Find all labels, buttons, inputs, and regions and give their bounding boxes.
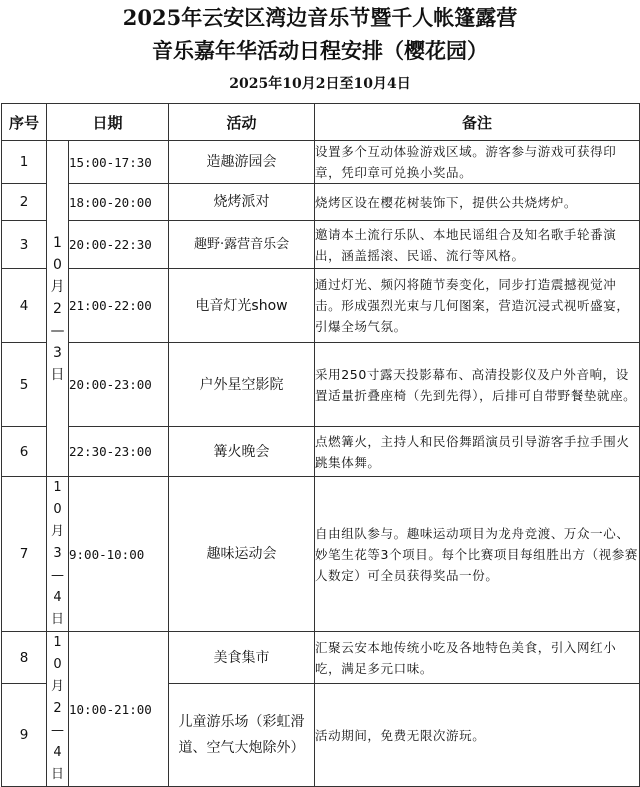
row-activity: 烧烤派对 bbox=[169, 184, 315, 221]
row-number: 2 bbox=[2, 184, 47, 221]
date-group-3 bbox=[47, 632, 69, 787]
table-row bbox=[2, 343, 640, 427]
row-note: 设置多个互动体验游戏区域。游客参与游戏可获得印章，凭印章可兑换小奖品。 bbox=[315, 141, 640, 184]
row-activity: 儿童游乐场（彩虹滑道、空气大炮除外） bbox=[169, 684, 315, 787]
row-time: 20:00-23:00 bbox=[69, 343, 169, 427]
row-activity: 趣味运动会 bbox=[169, 477, 315, 632]
schedule-table bbox=[1, 103, 640, 787]
row-note: 点燃篝火，主持人和民俗舞蹈演员引导游客手拉手围火跳集体舞。 bbox=[315, 427, 640, 477]
table-row bbox=[2, 477, 640, 632]
row-note: 烧烤区设在樱花树装饰下，提供公共烧烤炉。 bbox=[315, 184, 640, 221]
header-no: 序号 bbox=[2, 104, 47, 141]
row-number: 5 bbox=[2, 343, 47, 427]
row-time: 9:00-10:00 bbox=[69, 477, 169, 632]
table-row bbox=[2, 184, 640, 221]
header-date: 日期 bbox=[47, 104, 169, 141]
date-label: 10月2—4日 bbox=[50, 635, 64, 782]
row-activity: 造趣游园会 bbox=[169, 141, 315, 184]
table-row bbox=[2, 427, 640, 477]
row-number: 8 bbox=[2, 632, 47, 684]
header-activity: 活动 bbox=[169, 104, 315, 141]
table-row bbox=[2, 632, 640, 684]
row-time: 20:00-22:30 bbox=[69, 221, 169, 269]
table-row bbox=[2, 141, 640, 184]
title-line-2: 音乐嘉年华活动日程安排（樱花园） bbox=[152, 38, 488, 63]
row-time: 10:00-21:00 bbox=[69, 632, 169, 787]
row-activity: 篝火晚会 bbox=[169, 427, 315, 477]
row-note: 自由组队参与。趣味运动项目为龙舟竞渡、万众一心、妙笔生花等3个项目。每个比赛项目每组胜出方（视参赛人数定）可全员获得奖品一份。 bbox=[315, 477, 640, 632]
row-time: 21:00-22:00 bbox=[69, 269, 169, 343]
row-time: 22:30-23:00 bbox=[69, 427, 169, 477]
date-range: 2025年10月2日至10月4日 bbox=[229, 76, 411, 92]
row-activity: 美食集市 bbox=[169, 632, 315, 684]
document-title bbox=[0, 3, 640, 95]
row-number: 3 bbox=[2, 221, 47, 269]
header-note: 备注 bbox=[315, 104, 640, 141]
table-row bbox=[2, 269, 640, 343]
row-note: 采用250寸露天投影幕布、高清投影仪及户外音响，设置适量折叠座椅（先到先得），后排可自带野餐垫就座。 bbox=[315, 343, 640, 427]
row-number: 1 bbox=[2, 141, 47, 184]
row-activity: 趣野·露营音乐会 bbox=[169, 221, 315, 269]
title-line-1: 2025年云安区湾边音乐节暨千人帐篷露营 bbox=[122, 5, 518, 30]
row-number: 9 bbox=[2, 684, 47, 787]
row-time: 15:00-17:30 bbox=[69, 141, 169, 184]
row-note: 活动期间，免费无限次游玩。 bbox=[315, 684, 640, 787]
row-note: 邀请本土流行乐队、本地民谣组合及知名歌手轮番演出，涵盖摇滚、民谣、流行等风格。 bbox=[315, 221, 640, 269]
row-number: 6 bbox=[2, 427, 47, 477]
row-number: 7 bbox=[2, 477, 47, 632]
table-row bbox=[2, 221, 640, 269]
date-group-1 bbox=[47, 141, 69, 477]
date-group-2 bbox=[47, 477, 69, 632]
row-time: 18:00-20:00 bbox=[69, 184, 169, 221]
row-activity: 电音灯光show bbox=[169, 269, 315, 343]
date-label: 10月3—4日 bbox=[50, 480, 64, 627]
table-header-row bbox=[2, 104, 640, 141]
date-label: 10月2—3日 bbox=[50, 234, 65, 383]
row-number: 4 bbox=[2, 269, 47, 343]
row-note: 通过灯光、频闪将随节奏变化，同步打造震撼视觉冲击。形成强烈光束与几何图案，营造沉浸式视听盛宴，引爆全场气氛。 bbox=[315, 269, 640, 343]
row-activity: 户外星空影院 bbox=[169, 343, 315, 427]
row-note: 汇聚云安本地传统小吃及各地特色美食，引入网红小吃，满足多元口味。 bbox=[315, 632, 640, 684]
